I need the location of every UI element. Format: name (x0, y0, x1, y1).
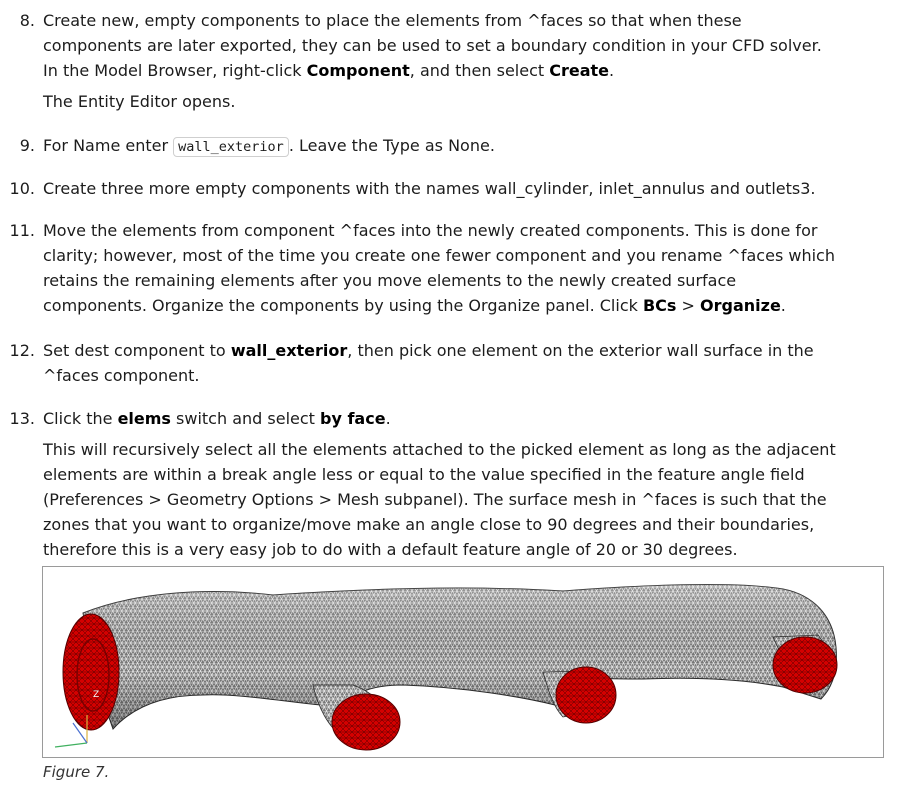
step-number: 13. (9, 409, 35, 428)
outlet-face-2 (556, 667, 616, 723)
step-text: components. Organize the components by using the Organize panel. Click (43, 296, 643, 315)
step-text-line: (Preferences > Geometry Options > Mesh subpanel). The surface mesh in ^faces is such that the (43, 490, 827, 509)
ui-term-organize: Organize (700, 296, 781, 315)
axis-label: Z (93, 690, 100, 700)
step-text: Set dest component to (43, 341, 231, 360)
step-number: 12. (9, 341, 35, 360)
step-text: . (780, 296, 786, 315)
step-text-line: Move the elements from component ^faces into the newly created components. This is done for (43, 221, 818, 240)
inlet-annulus-inner (77, 639, 109, 711)
step-text: For Name enter (43, 136, 174, 155)
step-text: switch and select (170, 409, 321, 428)
step-number: 11. (9, 221, 35, 240)
step-text: Click the (43, 409, 118, 428)
step-text: . (385, 409, 391, 428)
step-result: The Entity Editor opens. (43, 92, 236, 111)
step-text-line: Create new, empty components to place the elements from ^faces so that when these (43, 11, 742, 30)
step-text-line: components are later exported, they can be used to set a boundary condition in your CFD solver. (43, 36, 822, 55)
step-number: 8. (19, 11, 35, 30)
code-wall-exterior: wall_exterior (173, 137, 289, 157)
ui-term-component: Component (306, 61, 410, 80)
step-detail (43, 437, 893, 562)
step-text-line: zones that you want to organize/move make an angle close to 90 degrees and their boundaries, (43, 515, 815, 534)
outlet-face-3 (773, 637, 837, 693)
step-text: In the Model Browser, right-click (43, 61, 307, 80)
step-text-line: therefore this is a very easy job to do with a default feature angle of 20 or 30 degrees. (43, 540, 738, 559)
step-text: , then pick one element on the exterior wall surface in the (347, 341, 814, 360)
step-text-line: This will recursively select all the elements attached to the picked element as long as the adjacent (43, 440, 836, 459)
step-text: . (609, 61, 615, 80)
menu-separator: > (676, 296, 701, 315)
ui-term-elems: elems (117, 409, 171, 428)
step-number: 10. (9, 179, 35, 198)
step-text-line: clarity; however, most of the time you create one fewer component and you rename ^faces which (43, 246, 835, 265)
step-text-line: elements are within a break angle less or equal to the value specified in the feature angle field (43, 465, 805, 484)
ui-term-wall-exterior: wall_exterior (230, 341, 348, 360)
ui-term-by-face: by face (320, 409, 386, 428)
step-text: Create three more empty components with the names wall_cylinder, inlet_annulus and outlets3. (43, 179, 816, 198)
step-body (43, 176, 893, 201)
step-text-line: ^faces component. (43, 366, 200, 385)
ui-term-bcs: BCs (642, 296, 677, 315)
step-body (43, 8, 893, 114)
step-number: 9. (19, 136, 35, 155)
step-body (43, 133, 893, 160)
step-text: , and then select (409, 61, 550, 80)
step-body (43, 218, 893, 318)
step-text: . Leave the Type as None. (288, 136, 495, 155)
manifold-mesh-illustration (43, 567, 883, 757)
step-body (43, 406, 893, 562)
step-text-line: retains the remaining elements after you move elements to the newly created surface (43, 271, 737, 290)
ui-term-create: Create (549, 61, 610, 80)
figure-mesh-image (42, 566, 884, 758)
outlet-face-1 (332, 694, 400, 750)
step-body (43, 338, 893, 388)
figure-caption: Figure 7. (43, 763, 110, 781)
